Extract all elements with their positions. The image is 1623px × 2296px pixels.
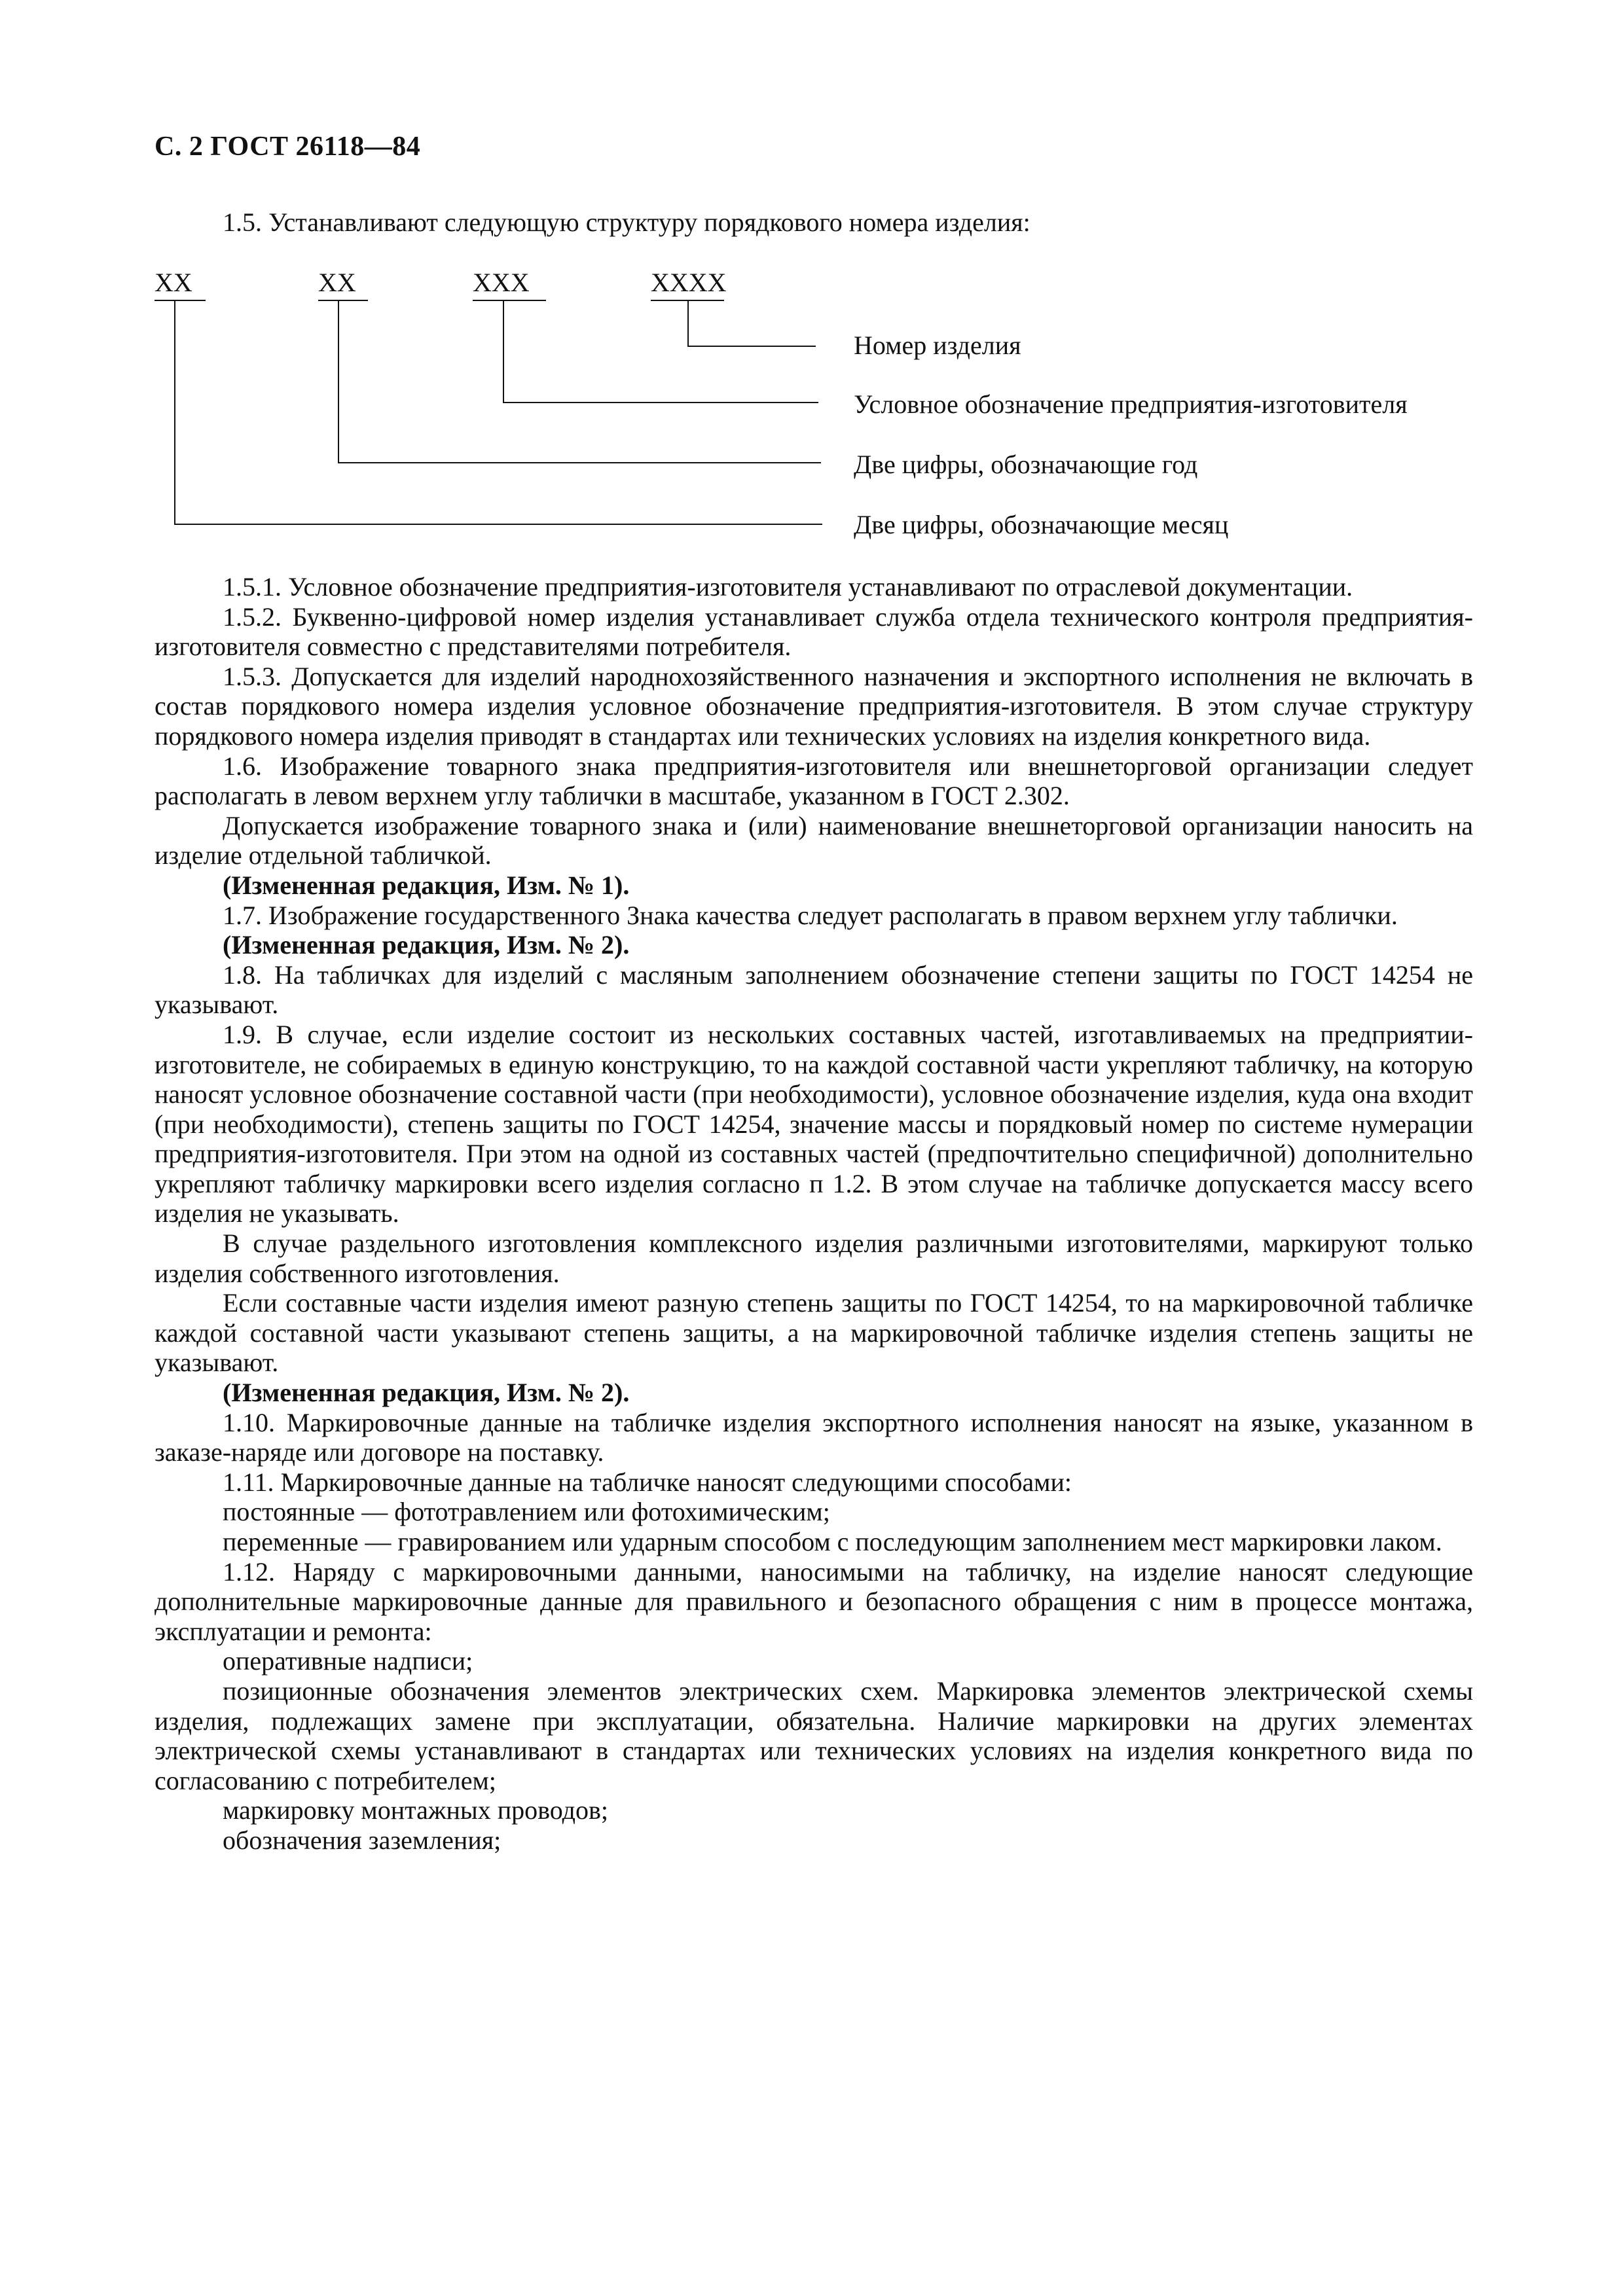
paragraph-1-12-positional: позиционные обозначения элементов электрических схем. Маркировка элементов электрической схемы изделия, подлежащих замене при эксплуатации, обязательна. Наличие маркировки на других элементах электрической схемы устанавливают в стандартах или технических условиях на изделия конкретного вида по согласованию с потребителем; [155,1676,1473,1795]
paragraph-1-9-protection: Если составные части изделия имеют разную степень защиты по ГОСТ 14254, то на маркировочной табличке каждой составной части указывают степень защиты, а на маркировочной табличке изделия степень защиты не указывают. [155,1288,1473,1378]
code-manufacturer: XXX [473,268,530,297]
connector-manufacturer-horizontal [503,402,818,403]
code-manufacturer-underline [473,300,546,301]
paragraph-1-11-permanent: постоянные — фототравлением или фотохимическим; [223,1497,830,1527]
paragraph-1-10: 1.10. Маркировочные данные на табличке изделия экспортного исполнения наносят на языке, указанном в заказе-наряде или договоре на поставку. [155,1407,1473,1467]
paragraph-1-6-note: Допускается изображение товарного знака и (или) наименование внешнеторговой организации наносить на изделие отдельной табличкой. [155,810,1473,870]
connector-month-vertical [174,301,175,525]
paragraph-1-6: 1.6. Изображение товарного знака предприятия-изготовителя или внешнеторговой организации следует располагать в левом верхнем углу таблички в масштабе, указанном в ГОСТ 2.302. [155,751,1473,811]
page-header: С. 2 ГОСТ 26118—84 [155,132,421,162]
code-item: XXXX [651,268,727,297]
code-year: XX [318,268,356,297]
body-text [155,572,1473,1856]
label-year-digits: Две цифры, обозначающие год [854,450,1198,479]
section-1-5-intro: 1.5. Устанавливают следующую структуру порядкового номера изделия: [223,207,1030,237]
paragraph-1-8: 1.8. На табличках для изделий с масляным заполнением обозначение степени защиты по ГОСТ 14254 не указывают. [155,960,1473,1020]
amendment-note-2: (Измененная редакция, Изм. № 2). [223,930,630,960]
paragraph-1-12-wires: маркировку монтажных проводов; [223,1795,608,1825]
paragraph-1-5-3: 1.5.3. Допускается для изделий народнохозяйственного назначения и экспортного исполнения не включать в состав порядкового номера изделия условное обозначение предприятия-изготовителя. В этом случае структуру порядкового номера изделия приводят в стандартах или технических условиях на изделия конкретного вида. [155,661,1473,751]
paragraph-1-7: 1.7. Изображение государственного Знака качества следует располагать в правом верхнем углу таблички. [223,900,1398,930]
paragraph-1-11-variable: переменные — гравированием или ударным способом с последующим заполнением мест маркировки лаком. [223,1527,1442,1556]
connector-item-horizontal [687,346,816,347]
paragraph-1-12: 1.12. Наряду с маркировочными данными, наносимыми на табличку, на изделие наносят следующие дополнительные маркировочные данные для правильного и безопасного обращения с ним в процессе монтажа, эксплуатации и ремонта: [155,1556,1473,1646]
code-year-underline [318,300,368,301]
paragraph-1-5-1: 1.5.1. Условное обозначение предприятия-изготовителя устанавливают по отраслевой документации. [223,572,1353,601]
paragraph-1-12-grounding: обозначения заземления; [223,1825,501,1855]
connector-month-horizontal [174,524,822,525]
paragraph-1-5-2: 1.5.2. Буквенно-цифровой номер изделия устанавливает служба отдела технического контроля предприятия-изготовителя совместно с представителями потребителя. [155,601,1473,662]
connector-year-horizontal [338,462,821,463]
label-month-digits: Две цифры, обозначающие месяц [854,510,1229,539]
label-manufacturer-code: Условное обозначение предприятия-изготовителя [854,389,1408,419]
paragraph-1-9-separate: В случае раздельного изготовления комплексного изделия различными изготовителями, маркируют только изделия собственного изготовления. [155,1229,1473,1288]
amendment-note-1: (Измененная редакция, Изм. № 1). [223,870,630,900]
paragraph-1-11: 1.11. Маркировочные данные на табличке наносят следующими способами: [223,1467,1072,1497]
code-month: XX [155,268,192,297]
connector-item-vertical [687,301,689,347]
connector-manufacturer-vertical [503,301,504,403]
label-item-number: Номер изделия [854,331,1021,360]
connector-year-vertical [338,301,339,463]
amendment-note-3: (Измененная редакция, Изм. № 2). [223,1378,630,1408]
paragraph-1-12-operative: оперативные надписи; [223,1646,473,1676]
code-month-underline [155,300,206,301]
paragraph-1-9: 1.9. В случае, если изделие состоит из нескольких составных частей, изготавливаемых на предприятии-изготовителе, не собираемых в единую конструкцию, то на каждой составной части укрепляют табличку, на которую наносят условное обозначение составной части (при необходимости), условное обозначение изделия, куда она входит (при необходимости), степень защиты по ГОСТ 14254, значение массы и порядковый номер по системе нумерации предприятия-изготовителя. При этом на одной из составных частей (предпочтительно специфичной) дополнительно укрепляют табличку маркировки всего изделия согласно п 1.2. В этом случае на табличке допускается массу всего изделия не указывать. [155,1019,1473,1229]
